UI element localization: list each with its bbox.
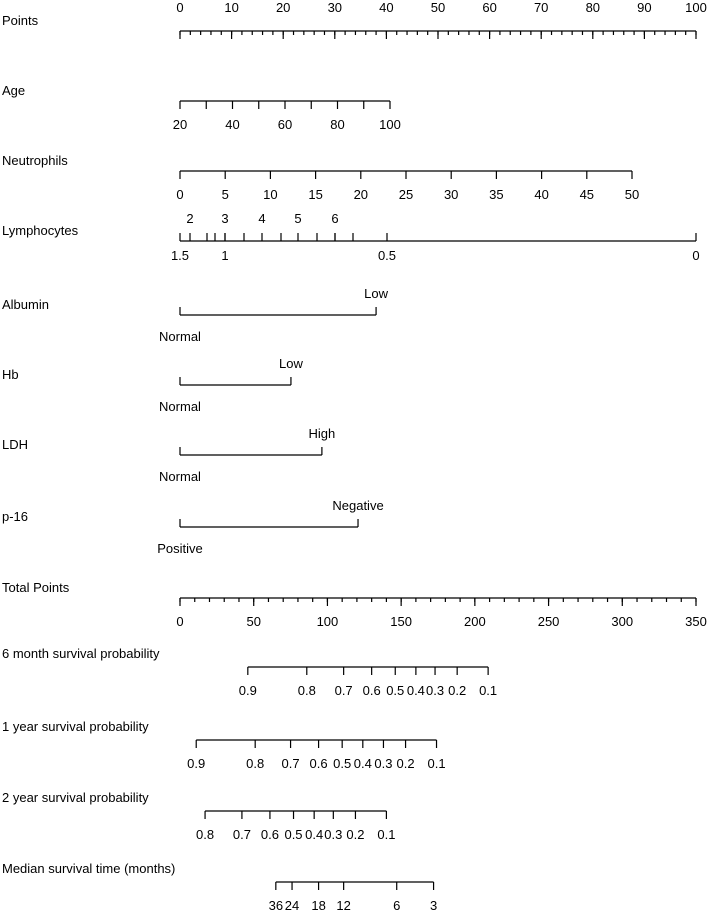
tick-label-surv1y: 0.3 [374, 756, 393, 771]
tick-label-points: 100 [685, 0, 707, 15]
tick-upper-label-lymphocytes: 6 [331, 211, 339, 226]
row-label-surv1y: 1 year survival probability [2, 719, 149, 734]
tick-label-neutrophils: 0 [176, 187, 184, 202]
tick-label-surv2y: 0.2 [346, 827, 365, 842]
tick-label-surv2y: 0.7 [232, 827, 251, 842]
tick-label-points: 60 [482, 0, 497, 15]
tick-label-neutrophils: 30 [443, 187, 459, 202]
level-label-hb: Low [279, 356, 303, 371]
tick-label-surv6m: 0.3 [426, 683, 445, 698]
tick-label-median: 36 [268, 898, 284, 913]
tick-label-median: 24 [284, 898, 300, 913]
tick-label-points: 30 [327, 0, 343, 15]
tick-label-points: 10 [224, 0, 239, 15]
tick-label-total: 0 [176, 614, 184, 629]
tick-label-age: 80 [330, 117, 345, 132]
row-label-p16: p-16 [2, 509, 29, 524]
level-label-ldh: Normal [159, 469, 201, 484]
tick-label-lymphocytes: 0 [692, 248, 700, 263]
tick-upper-label-lymphocytes: 2 [186, 211, 194, 226]
level-label-p16: Positive [157, 541, 203, 556]
tick-upper-label-lymphocytes: 4 [258, 211, 266, 226]
tick-label-median: 18 [311, 898, 326, 913]
tick-label-neutrophils: 5 [221, 187, 229, 202]
tick-label-points: 90 [637, 0, 652, 15]
tick-label-surv6m: 0.9 [238, 683, 257, 698]
tick-label-lymphocytes: 1 [221, 248, 229, 263]
row-label-lymphocytes: Lymphocytes [2, 223, 79, 238]
tick-upper-label-lymphocytes: 3 [221, 211, 229, 226]
tick-label-surv6m: 0.2 [448, 683, 467, 698]
tick-label-points: 50 [430, 0, 446, 15]
tick-label-median: 12 [336, 898, 351, 913]
tick-label-age: 60 [277, 117, 293, 132]
tick-label-surv6m: 0.4 [406, 683, 425, 698]
tick-label-total: 100 [316, 614, 339, 629]
row-label-surv6m: 6 month survival probability [2, 646, 160, 661]
level-label-p16: Negative [332, 498, 384, 513]
tick-label-surv6m: 0.5 [386, 683, 405, 698]
tick-label-surv1y: 0.7 [281, 756, 300, 771]
tick-label-neutrophils: 15 [308, 187, 323, 202]
tick-label-total: 300 [611, 614, 634, 629]
level-label-albumin: Low [364, 286, 389, 301]
level-label-hb: Normal [159, 399, 201, 414]
tick-label-surv1y: 0.2 [396, 756, 415, 771]
tick-label-total: 50 [246, 614, 261, 629]
tick-label-surv1y: 0.4 [353, 756, 372, 771]
row-label-points: Points [2, 13, 39, 28]
tick-label-age: 20 [172, 117, 188, 132]
tick-label-surv2y: 0.5 [284, 827, 303, 842]
tick-label-surv1y: 0.8 [246, 756, 265, 771]
tick-upper-label-lymphocytes: 5 [294, 211, 302, 226]
row-label-age: Age [2, 83, 26, 98]
tick-label-lymphocytes: 1.5 [170, 248, 190, 263]
tick-label-surv2y: 0.8 [196, 827, 215, 842]
row-label-neutrophils: Neutrophils [2, 153, 68, 168]
tick-label-surv6m: 0.6 [362, 683, 381, 698]
tick-label-neutrophils: 50 [624, 187, 640, 202]
tick-label-points: 0 [176, 0, 184, 15]
tick-label-neutrophils: 35 [489, 187, 504, 202]
row-label-hb: Hb [2, 367, 19, 382]
tick-label-neutrophils: 10 [263, 187, 278, 202]
tick-label-surv6m: 0.8 [297, 683, 316, 698]
tick-label-median: 3 [429, 898, 438, 913]
tick-label-total: 250 [537, 614, 560, 629]
tick-label-surv1y: 0.1 [427, 756, 446, 771]
tick-label-total: 150 [390, 614, 412, 629]
level-label-albumin: Normal [159, 329, 201, 344]
tick-label-neutrophils: 40 [534, 187, 549, 202]
tick-label-surv2y: 0.1 [377, 827, 396, 842]
row-label-albumin: Albumin [2, 297, 49, 312]
tick-label-surv6m: 0.7 [334, 683, 353, 698]
tick-label-points: 20 [275, 0, 291, 15]
tick-label-age: 100 [379, 117, 401, 132]
tick-label-surv2y: 0.4 [305, 827, 324, 842]
row-label-median: Median survival time (months) [2, 861, 176, 876]
tick-label-surv2y: 0.3 [324, 827, 343, 842]
row-label-total: Total Points [2, 580, 70, 595]
tick-label-lymphocytes: 0.5 [377, 248, 397, 263]
tick-label-neutrophils: 45 [579, 187, 595, 202]
tick-label-surv2y: 0.6 [260, 827, 279, 842]
level-label-ldh: High [308, 426, 336, 441]
row-label-surv2y: 2 year survival probability [2, 790, 149, 805]
tick-label-points: 80 [585, 0, 601, 15]
tick-label-points: 40 [379, 0, 394, 15]
tick-label-surv1y: 0.5 [333, 756, 352, 771]
tick-label-neutrophils: 25 [398, 187, 414, 202]
tick-label-surv1y: 0.9 [187, 756, 206, 771]
tick-label-points: 70 [533, 0, 549, 15]
tick-label-median: 6 [393, 898, 401, 913]
tick-label-neutrophils: 20 [353, 187, 369, 202]
row-label-ldh: LDH [2, 437, 29, 452]
tick-label-surv1y: 0.6 [309, 756, 328, 771]
tick-label-age: 40 [225, 117, 240, 132]
tick-label-total: 200 [464, 614, 486, 629]
tick-label-total: 350 [685, 614, 707, 629]
tick-label-surv6m: 0.1 [479, 683, 498, 698]
